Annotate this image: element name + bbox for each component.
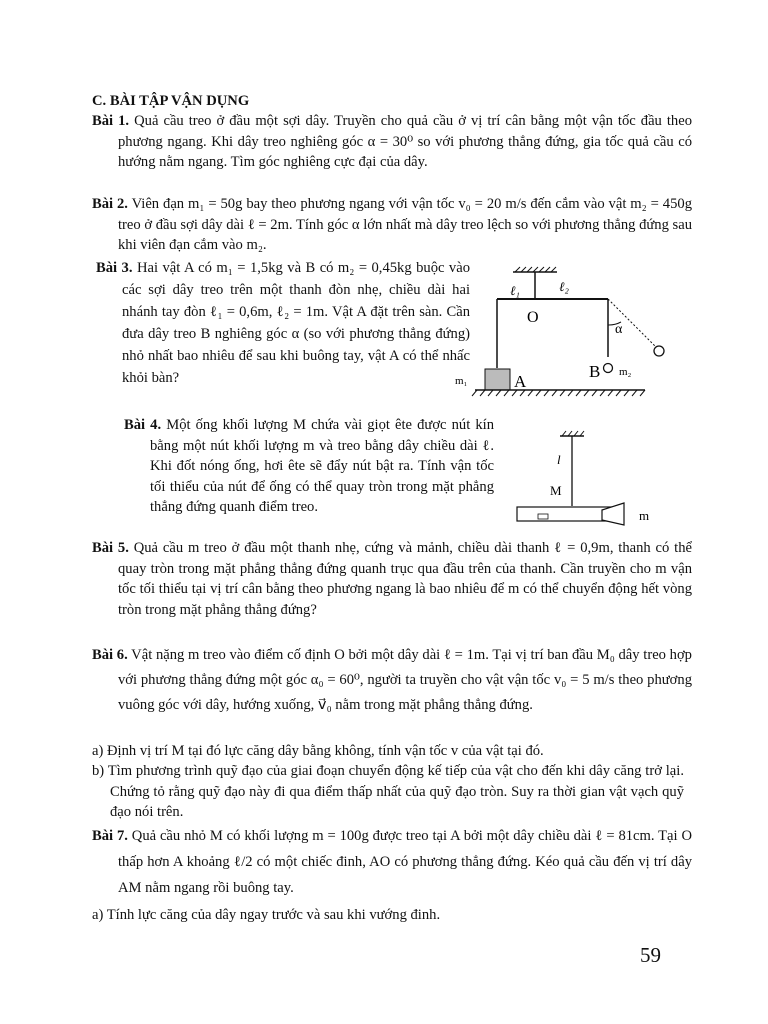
problem-6-text: Vật nặng m treo vào điểm cố định O bởi một dây dài ℓ = 1m. Tại vị trí ban đầu M₀ dây treo hợp với phương thẳng đứng một góc α₀ = 60⁰, người ta truyền cho vật vận tốc v₀ = 5 m/s theo phương vuông góc với dây, hướng xuống, v⃗₀ nằm trong mặt phẳng thẳng đứng. <box>118 647 692 713</box>
label-m1: m₁ <box>455 375 468 387</box>
problem-6-part-b: b) Tìm phương trình quỹ đạo của giai đoạn chuyển động kế tiếp của vật cho đến khi dây căng trở lại. Chứng tỏ rằng quỹ đạo này đi qua điểm thấp nhất của quỹ đạo tròn. Suy ra thời gian vật vạch quỹ đạo nói trên. <box>92 763 684 820</box>
problem-3 <box>96 257 470 389</box>
problem-3-number: Bài 3. <box>96 260 133 276</box>
problem-4-text: Một ống khối lượng M chứa vài giọt ête được nút kín bằng một nút khối lượng m và treo bằng dây chiều dài ℓ. Khi đốt nóng ống, hơi ête sẽ đẩy nút bật ra. Tính vận tốc tối thiểu của nút để ống có thể quay tròn trong mặt phẳng thẳng đứng quanh điểm treo. <box>150 417 494 515</box>
problem-5 <box>92 538 692 620</box>
problem-2-number: Bài 2. <box>92 196 128 212</box>
label-m: m <box>639 508 650 523</box>
problem-6-part-a: a) Định vị trí M tại đó lực căng dây bằng không, tính vận tốc v của vật tại đó. <box>92 743 544 759</box>
label-O: O <box>527 309 539 326</box>
problem-4-number: Bài 4. <box>124 417 162 433</box>
problem-2 <box>92 194 692 256</box>
label-l1: ℓ₁ <box>510 283 520 298</box>
problem-7-text: Quả cầu nhỏ M có khối lượng m = 100g được treo tại A bởi một dây chiều dài ℓ = 81cm. Tại O thấp hơn A khoảng ℓ/2 có một chiếc đinh, AO có phương thẳng đứng. Kéo quả cầu đến vị trí dây AM nằm ngang rồi buông tay. <box>118 828 692 896</box>
problem-5-text: Quả cầu m treo ở đầu một thanh nhẹ, cứng và mảnh, chiều dài thanh ℓ = 0,9m, thanh có thể quay tròn trong mặt phẳng thẳng đứng quanh trục qua đầu trên của thanh. Cần truyền cho m vận tốc tối thiểu tại vị trí cân bằng theo phương ngang là bao nhiêu để m có thể chuyển động hết vòng tròn trong mặt phẳng thẳng đứng? <box>118 540 692 618</box>
problem-6 <box>92 643 692 718</box>
page-number: 59 <box>640 943 661 967</box>
problem-7-number: Bài 7. <box>92 828 128 844</box>
lever-figure <box>455 265 670 400</box>
section-heading: C. BÀI TẬP VẬN DỤNG <box>92 93 250 109</box>
problem-7 <box>92 823 692 901</box>
label-M: M <box>550 483 562 498</box>
problem-1-number: Bài 1. <box>92 113 130 129</box>
problem-1-text: Quả cầu treo ở đầu một sợi dây. Truyền cho quả cầu ở vị trí cân bằng một vận tốc đầu theo phương ngang. Khi dây treo nghiêng góc α = 30⁰ so với phương thẳng đứng, gia tốc quả cầu có hướng nằm ngang. Tìm góc nghiêng cực đại của dây. <box>118 113 693 170</box>
problem-4 <box>124 415 494 518</box>
tube-figure <box>512 430 662 530</box>
label-alpha: α <box>615 322 623 337</box>
problem-1 <box>92 111 692 173</box>
problem-5-number: Bài 5. <box>92 540 129 556</box>
problem-2-text: Viên đạn m₁ = 50g bay theo phương ngang với vận tốc v₀ = 20 m/s đến cắm vào vật m₂ = 450g treo ở đầu sợi dây dài ℓ = 2m. Tính góc α lớn nhất mà dây treo lệch so với phương thẳng đứng sau khi viên đạn cắm vào m₂. <box>118 196 692 253</box>
label-B: B <box>589 362 601 381</box>
label-A: A <box>514 372 527 391</box>
label-m2: m₂ <box>619 366 632 378</box>
label-l2: ℓ₂ <box>559 279 569 294</box>
problem-3-text: Hai vật A có m₁ = 1,5kg và B có m₂ = 0,45kg buộc vào các sợi dây treo trên một thanh đòn nhẹ, chiều dài hai nhánh tay đòn ℓ₁ = 0,6m, ℓ₂ = 1m. Vật A đặt trên sàn. Cần đưa dây treo B nghiêng góc α (so với phương thẳng đứng) nhỏ nhất bao nhiêu để sau khi buông tay, vật A có thể nhấc khỏi bàn? <box>122 260 470 386</box>
label-l: l <box>557 452 561 467</box>
problem-6-number: Bài 6. <box>92 647 128 663</box>
problem-7-part-a: a) Tính lực căng của dây ngay trước và sau khi vướng đinh. <box>92 907 441 923</box>
